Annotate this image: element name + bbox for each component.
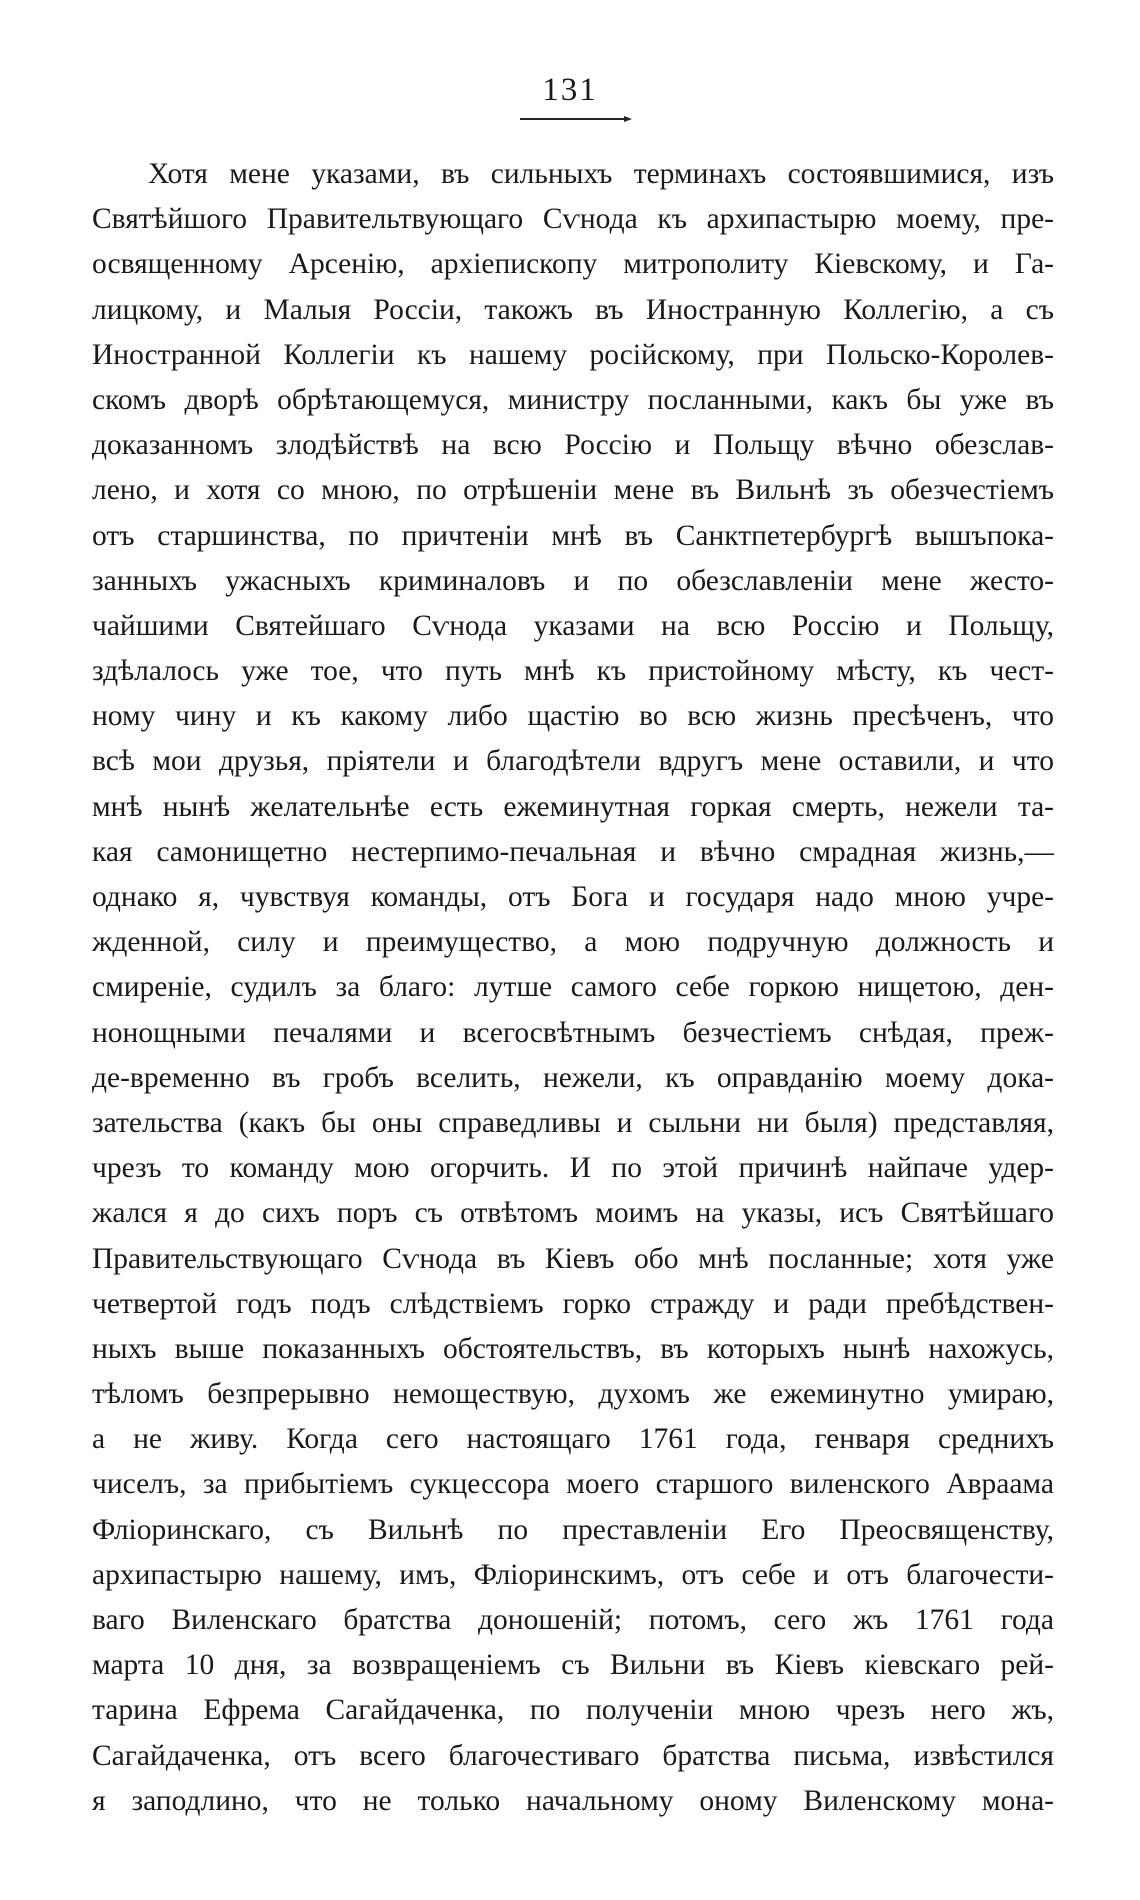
page-number: 131	[542, 72, 598, 108]
text-line: ваго Виленскаго братства доношеній; потомъ, сего жъ 1761 года	[92, 1604, 1054, 1636]
text-line: ныхъ выше показанныхъ обстоятельствъ, въ которыхъ нынѣ нахожусь,	[92, 1332, 1054, 1365]
text-line: Святѣйшого Правительтвующаго Сѵнода къ архипастырю моему, пре-	[92, 203, 1054, 236]
text-line: мнѣ нынѣ желательнѣе есть ежеминутная горкая смерть, нежели та-	[92, 790, 1054, 823]
text-line: освященному Арсенію, архіепископу митрополиту Кіевскому, и Га-	[92, 248, 1054, 281]
text-line: чайшими Святейшаго Сѵнода указами на всю Россію и Польщу,	[92, 609, 1054, 642]
text-line: архипастырю нашему, имъ, Фліоринскимъ, отъ себе и отъ благочести-	[92, 1558, 1054, 1591]
text-line: Хотя мене указами, въ сильныхъ терминахъ состоявшимися, изъ	[148, 158, 1054, 190]
text-line: всѣ мои друзья, пріятели и благодѣтели вдругъ мене оставили, и что	[92, 745, 1054, 778]
text-line: тарина Ефрема Сагайдаченка, по полученіи мною чрезъ него жъ,	[92, 1694, 1054, 1727]
text-line: Иностранной Коллегіи къ нашему російскому, при Польско-Королев-	[92, 338, 1054, 371]
text-line: здѣлалось уже тое, что путь мнѣ къ пристойному мѣсту, къ чест-	[92, 655, 1054, 688]
text-line: однако я, чувствуя команды, отъ Бога и государя надо мною учре-	[92, 881, 1054, 913]
text-line: четвертой годъ подъ слѣдствіемъ горко стражду и ради пребѣдствен-	[92, 1287, 1054, 1320]
text-line: чрезъ то команду мою огорчить. И по этой причинѣ найпаче удер-	[92, 1152, 1054, 1185]
text-line: марта 10 дня, за возвращеніемъ съ Вильни въ Кіевъ кіевскаго рей-	[92, 1649, 1054, 1682]
text-line: жденной, силу и преимущество, а мою подручную должность и	[92, 926, 1054, 959]
text-line: Фліоринскаго, съ Вильнѣ по преставленіи Его Преосвященству,	[92, 1513, 1054, 1546]
text-line: чиселъ, за прибытіемъ сукцессора моего старшого виленского Авраама	[92, 1468, 1054, 1501]
text-line: я заподлино, что не только начальному оному Виленскому мона-	[92, 1784, 1054, 1817]
text-line: лено, и хотя со мною, по отрѣшеніи мене въ Вильнѣ зъ обезчестіемъ	[92, 474, 1054, 507]
text-line: нонощными печалями и всегосвѣтнымъ безчестіемъ снѣдая, преж-	[92, 1016, 1054, 1049]
body-text	[92, 152, 1054, 1824]
text-line: отъ старшинства, по причтеніи мнѣ въ Санктпетербургѣ вышъпока-	[92, 519, 1054, 552]
text-line: а не живу. Когда сего настоящаго 1761 года, генваря среднихъ	[92, 1423, 1054, 1456]
text-line: зательства (какъ бы оны справедливы и сыльни ни быля) представляя,	[92, 1106, 1054, 1139]
text-line: лицкому, и Малыя Россіи, такожъ въ Иностранную Коллегію, а съ	[92, 293, 1054, 326]
text-line: тѣломъ безпрерывно немоществую, духомъ же ежеминутно умираю,	[92, 1378, 1054, 1411]
text-line: жался я до сихъ поръ съ отвѣтомъ моимъ на указы, исъ Святѣйшаго	[92, 1197, 1054, 1230]
text-line: скомъ дворѣ обрѣтающемуся, министру посланными, какъ бы уже въ	[92, 383, 1054, 416]
text-line: Правительствующаго Сѵнода въ Кіевъ обо мнѣ посланные; хотя уже	[92, 1242, 1054, 1275]
text-line: ному чину и къ какому либо щастію во всю жизнь пресѣченъ, что	[92, 700, 1054, 733]
header-rule	[520, 118, 628, 120]
text-line: занныхъ ужасныхъ криминаловъ и по обезславленіи мене жесто-	[92, 564, 1054, 597]
text-line: доказанномъ злодѣйствѣ на всю Россію и Польщу вѣчно обезслав-	[92, 429, 1054, 462]
text-line: Сагайдаченка, отъ всего благочестиваго братства письма, извѣстился	[92, 1739, 1054, 1772]
text-line: де-временно въ гробъ вселить, нежели, къ оправданію моему дока-	[92, 1061, 1054, 1094]
text-line: кая самонищетно нестерпимо-печальная и вѣчно смрадная жизнь,—	[92, 835, 1054, 868]
text-line: смиреніе, судилъ за благо: лутше самого себе горкою нищетою, ден-	[92, 971, 1054, 1004]
